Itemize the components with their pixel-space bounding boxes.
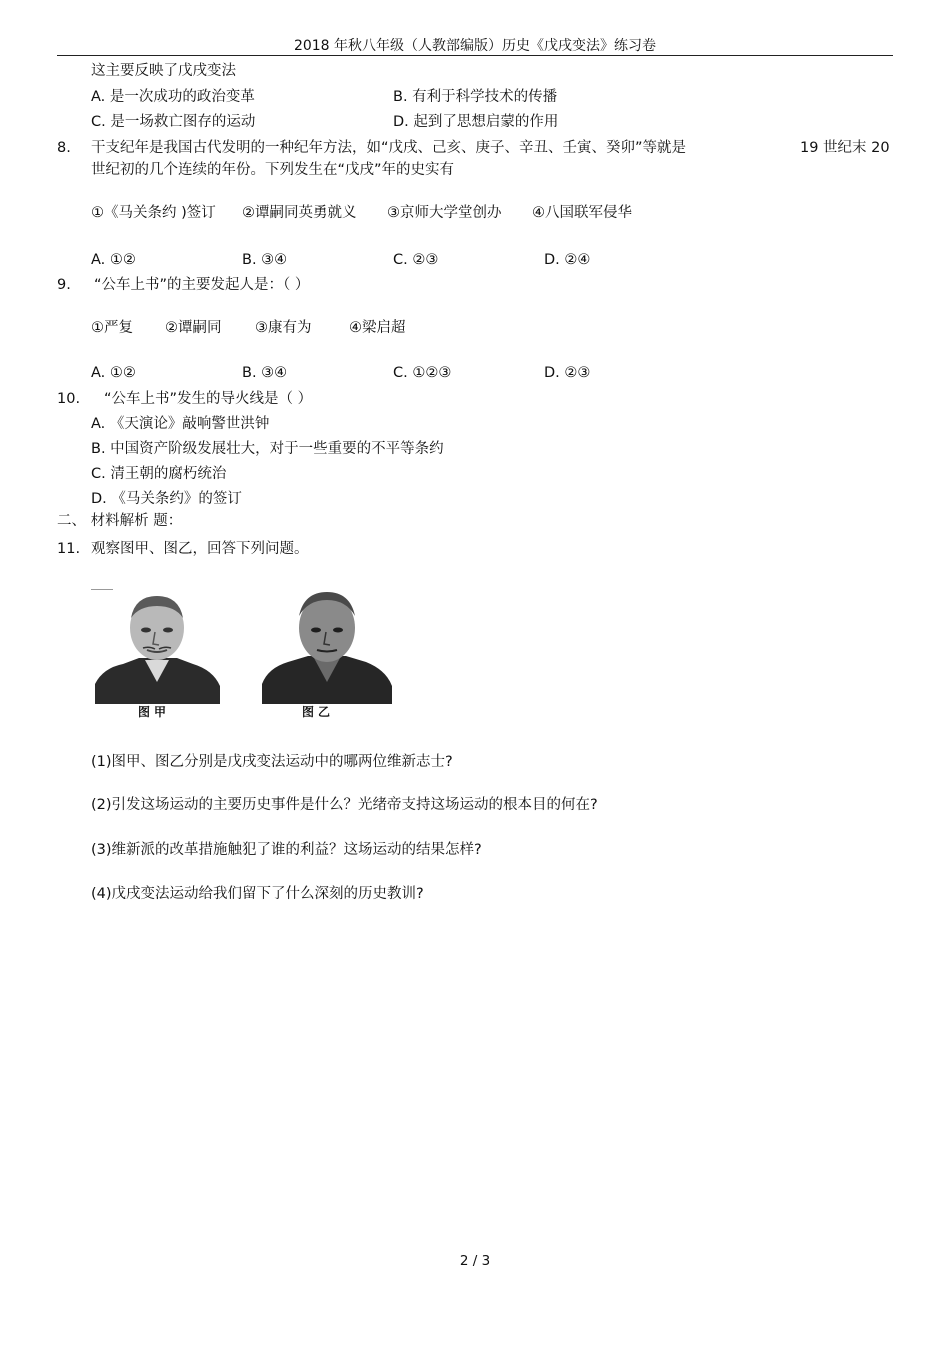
q9-item-1: ①严复 <box>91 320 133 336</box>
q9-item-4: ④梁启超 <box>349 320 406 336</box>
section-2-title: 二、 材料解析 题： <box>57 513 183 529</box>
q9-item-3: ③康有为 <box>255 320 312 336</box>
q8-stem-line1: 干支纪年是我国古代发明的一种纪年方法，如“戊戌、己亥、庚子、辛丑、壬寅、癸卯”等就是 <box>91 140 687 156</box>
caption-figure-a: 图甲 <box>138 705 171 719</box>
q11-number: 11. <box>57 541 81 557</box>
q7-option-c: C. 是一场救亡图存的运动 <box>91 114 256 130</box>
q9-option-b: B. ③④ <box>242 365 288 381</box>
q10-option-c: C. 清王朝的腐朽统治 <box>91 466 227 482</box>
header-rule <box>57 55 893 56</box>
q8-item-1: ①《马关条约 )签订 <box>91 205 216 221</box>
q8-option-d: D. ②④ <box>544 252 591 268</box>
decorative-dash <box>91 589 113 590</box>
q11-subquestion-3: (3)维新派的改革措施触犯了谁的利益？这场运动的结果怎样? <box>91 842 482 858</box>
q10-option-a: A. 《天演论》敲响警世洪钟 <box>91 416 270 432</box>
q8-item-3: ③京师大学堂创办 <box>387 205 502 221</box>
q8-option-a: A. ①② <box>91 252 136 268</box>
q11-subquestion-1: (1)图甲、图乙分别是戊戌变法运动中的哪两位维新志士? <box>91 754 453 770</box>
q10-number: 10. <box>57 391 81 407</box>
q10-option-d: D. 《马关条约》的签订 <box>91 491 242 507</box>
portrait-figure-b <box>262 592 392 704</box>
page-number: 2 / 3 <box>459 1253 491 1269</box>
q9-stem: “公车上书”的主要发起人是：（ ） <box>94 277 310 293</box>
q8-option-b: B. ③④ <box>242 252 288 268</box>
q8-item-4: ④八国联军侵华 <box>532 205 632 221</box>
q9-option-c: C. ①②③ <box>393 365 452 381</box>
q9-option-a: A. ①② <box>91 365 136 381</box>
q8-item-2: ②谭嗣同英勇就义 <box>242 205 357 221</box>
q11-subquestion-2: (2)引发这场运动的主要历史事件是什么？光绪帝支持这场运动的根本目的何在? <box>91 797 598 813</box>
portrait-figure-a <box>95 596 220 704</box>
q9-option-d: D. ②③ <box>544 365 591 381</box>
q10-stem: “公车上书”发生的导火线是（ ） <box>104 391 313 407</box>
q8-option-c: C. ②③ <box>393 252 439 268</box>
q7-option-b: B. 有利于科学技术的传播 <box>393 89 558 105</box>
q11-subquestion-4: (4)戊戌变法运动给我们留下了什么深刻的历史教训? <box>91 886 424 902</box>
q9-number: 9. <box>57 277 71 293</box>
q10-option-b: B. 中国资产阶级发展壮大，对于一些重要的不平等条约 <box>91 441 444 457</box>
q9-item-2: ②谭嗣同 <box>165 320 222 336</box>
q8-stem-line2: 世纪初的几个连续的年份。下列发生在“戊戌”年的史实有 <box>91 162 455 178</box>
q8-stem-line1-right: 19 世纪末 20 <box>800 140 890 156</box>
q7-option-a: A. 是一次成功的政治变革 <box>91 89 255 105</box>
q11-stem: 观察图甲、图乙，回答下列问题。 <box>91 541 309 557</box>
caption-figure-b: 图乙 <box>302 705 335 719</box>
q7-tail: 这主要反映了戊戌变法 <box>91 63 236 79</box>
q8-number: 8. <box>57 140 71 156</box>
q7-option-d: D. 起到了思想启蒙的作用 <box>393 114 559 130</box>
page-header: 2018 年秋八年级（人教部编版）历史《戊戌变法》练习卷 <box>293 38 657 54</box>
